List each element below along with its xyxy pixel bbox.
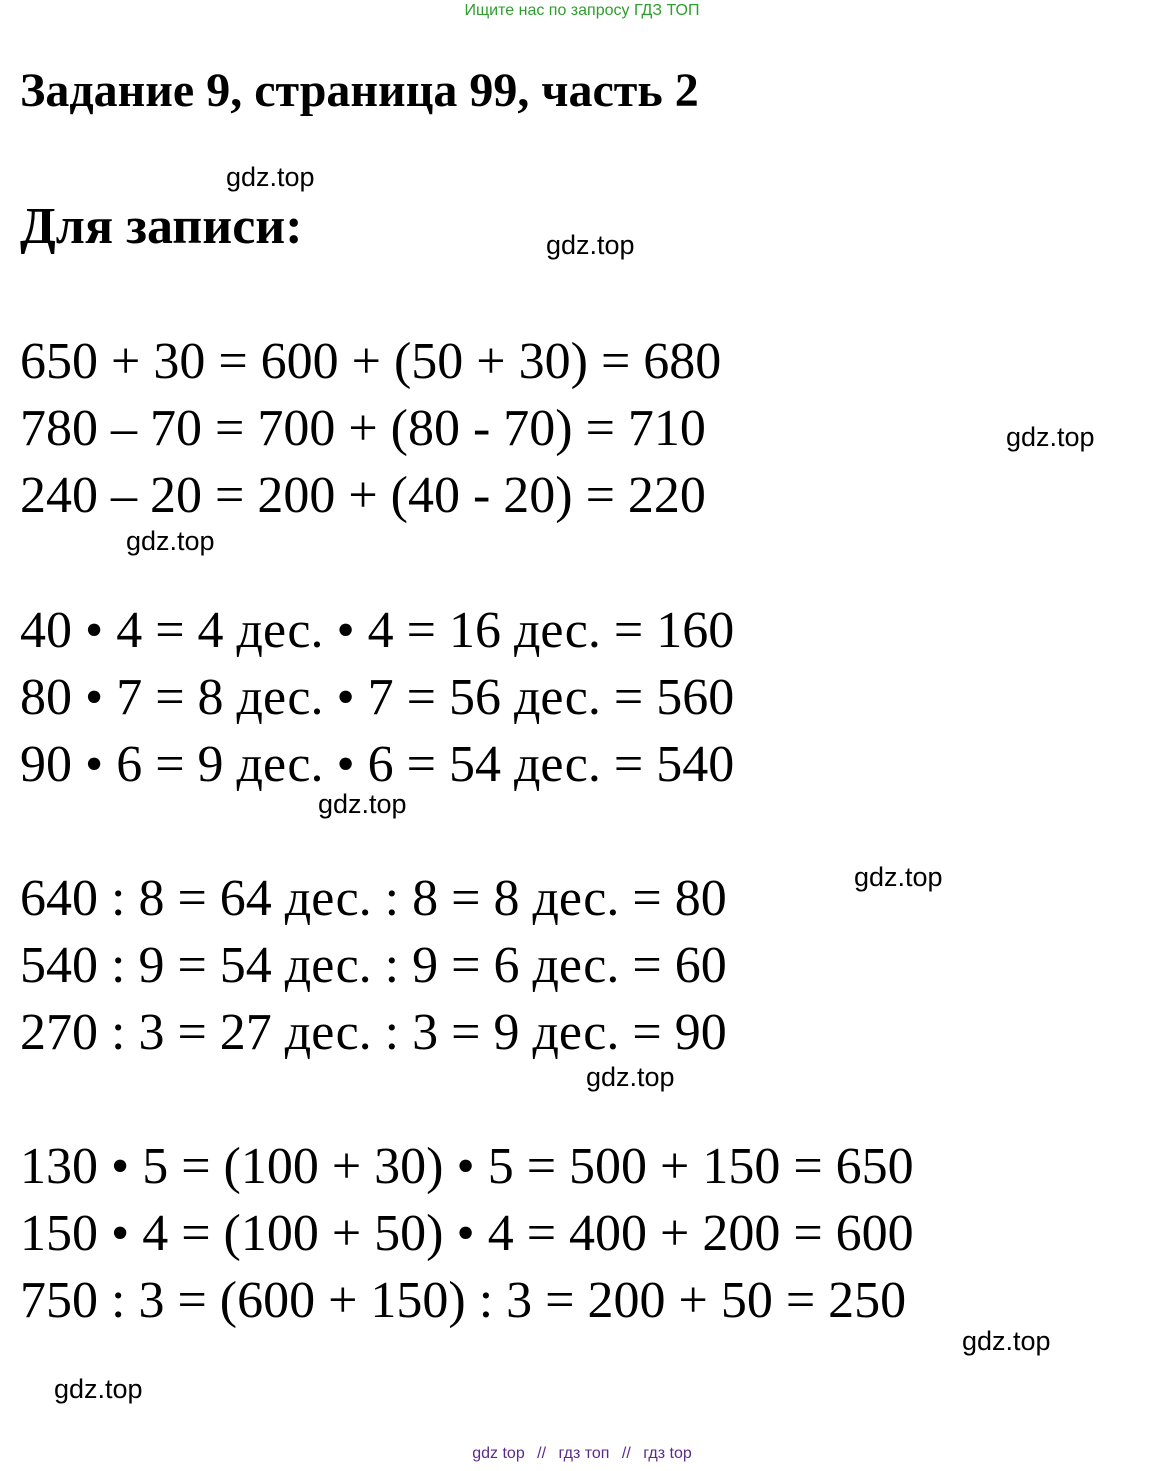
equation-line: 780 – 70 = 700 + (80 - 70) = 710 <box>20 400 706 457</box>
watermark: gdz.top <box>54 1374 143 1404</box>
footer-separator: // <box>537 1445 547 1462</box>
equation-group-division-tens <box>20 865 727 1066</box>
equation-group-multiplication-tens <box>20 597 734 798</box>
equation-line: 750 : 3 = (600 + 150) : 3 = 200 + 50 = 250 <box>20 1272 907 1329</box>
equation-line: 540 : 9 = 54 дес. : 9 = 6 дес. = 60 <box>20 937 727 994</box>
footer-separator: // <box>621 1445 631 1462</box>
equation-line: 40 • 4 = 4 дес. • 4 = 16 дес. = 160 <box>20 602 735 659</box>
watermark: gdz.top <box>854 862 943 892</box>
equation-line: 90 • 6 = 9 дес. • 6 = 54 дес. = 540 <box>20 736 735 793</box>
equation-group-addition-subtraction <box>20 328 721 529</box>
watermark: gdz.top <box>962 1326 1051 1356</box>
equation-group-distributive <box>20 1133 914 1334</box>
page-title: Задание 9, страница 99, часть 2 <box>20 64 699 117</box>
section-heading: Для записи: <box>20 198 303 255</box>
equation-line: 80 • 7 = 8 дес. • 7 = 56 дес. = 560 <box>20 669 735 726</box>
footer-link[interactable]: гдз top <box>643 1445 692 1462</box>
footer-link[interactable]: гдз топ <box>558 1445 610 1462</box>
equation-line: 640 : 8 = 64 дес. : 8 = 8 дес. = 80 <box>20 870 727 927</box>
top-banner: Ищите нас по запросу ГДЗ ТОП <box>464 2 700 19</box>
watermark: gdz.top <box>226 162 315 192</box>
equation-line: 650 + 30 = 600 + (50 + 30) = 680 <box>20 333 722 390</box>
footer-link[interactable]: gdz top <box>472 1445 525 1462</box>
equation-line: 240 – 20 = 200 + (40 - 20) = 220 <box>20 467 706 524</box>
equation-line: 130 • 5 = (100 + 30) • 5 = 500 + 150 = 650 <box>20 1138 914 1195</box>
footer-links <box>0 1445 1164 1463</box>
equation-line: 270 : 3 = 27 дес. : 3 = 9 дес. = 90 <box>20 1004 727 1061</box>
equation-line: 150 • 4 = (100 + 50) • 4 = 400 + 200 = 600 <box>20 1205 914 1262</box>
watermark: gdz.top <box>586 1062 675 1092</box>
watermark: gdz.top <box>318 789 407 819</box>
watermark: gdz.top <box>546 230 635 260</box>
watermark: gdz.top <box>1006 422 1095 452</box>
watermark: gdz.top <box>126 526 215 556</box>
